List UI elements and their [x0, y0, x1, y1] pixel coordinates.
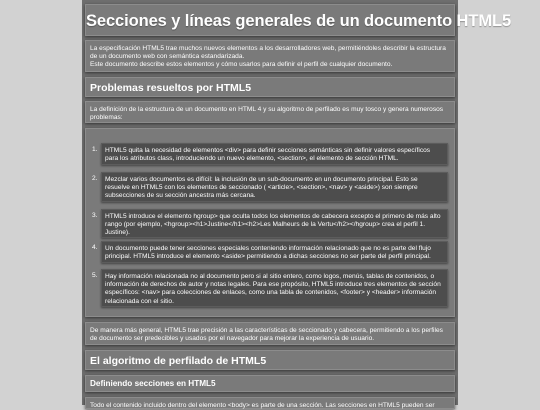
list-item-number: 4. — [92, 244, 98, 251]
list-item-text: HTML5 introduce el elemento hgroup> que oculta todos los elementos de cabecera excepto el primero de más alto rango (por ejemplo, <hgroup><h1>Justine</h1><h2>Les Malheurs de la Vertu</h2></hgroup> crea el perfil 1. Justine). — [101, 209, 448, 238]
problems-heading: Problemas resueltos por HTML5 — [85, 77, 455, 97]
general-paragraph: De manera más general, HTML5 trae precisión a las características de seccionado y cabecera, permitiendo a los perfiles de documento ser predecibles y usados por el navegador para mejorar la experiencia de usuario. — [85, 322, 455, 345]
algorithm-heading: El algoritmo de perfilado de HTML5 — [85, 350, 455, 370]
problems-description: La definición de la estructura de un documento en HTML 4 y su algoritmo de perfilado es muy tosco y genera numerosos problemas: — [85, 101, 455, 123]
list-item-number: 3. — [92, 212, 98, 219]
page-title: Secciones y líneas generales de un documento HTML5 — [86, 12, 512, 30]
document-page — [82, 0, 512, 409]
list-item-number: 2. — [92, 175, 98, 182]
intro-line-1: La especificación HTML5 trae muchos nuevos elementos a los desarrolladores web, permitiéndoles describir la estructura de un documento web con semántica estandarizada. — [90, 45, 446, 61]
list-item-number: 5. — [92, 272, 98, 279]
list-item-text: HTML5 quita la necesidad de elementos <div> para definir secciones semánticas sin definir valores específicos para los atributos class, introduciendo un nuevo elemento, <section>, el elemento de sección HTML. — [101, 143, 448, 165]
list-item-number: 1. — [92, 146, 98, 153]
sections-paragraph: Todo el contenido incluido dentro del elemento <body> es parte de una sección. Las secciones en HTML5 pueden ser — [85, 397, 455, 409]
page-title-box — [85, 4, 512, 36]
list-item-text: Hay información relacionada no al documento pero si al sitio entero, como logos, menús, tablas de contenidos, o información de derechos de autor y notas legales. Para ese propósito, HTML5 introduce tres elementos de sección específicos: <nav> para colecciones de enlaces, como una tabla de contenidos, <footer> y <header> información relacionada con el sitio. — [101, 269, 448, 307]
defining-sections-heading: Definiendo secciones en HTML5 — [85, 375, 455, 392]
problems-list — [85, 128, 455, 317]
list-item-text: Mezclar varios documentos es difícil: la inclusión de un sub-documento en un documento principal. Esto se resuelve en HTML5 con los elementos de seccionado ( <article>, <section>, <nav> y <aside>) son siempre subsecciones de su sección ancestra más cercana. — [101, 172, 448, 202]
intro-paragraph — [85, 40, 455, 72]
intro-line-2: Este documento describe estos elementos y cómo usarlos para definir el perfil de cualquier documento. — [90, 61, 393, 69]
list-item-text: Un documento puede tener secciones especiales conteniendo información relacionado que no es parte del flujo principal. HTML5 introduce el elemento <aside> permitiendo a dichas secciones no ser parte del perfil principal. — [101, 241, 448, 263]
